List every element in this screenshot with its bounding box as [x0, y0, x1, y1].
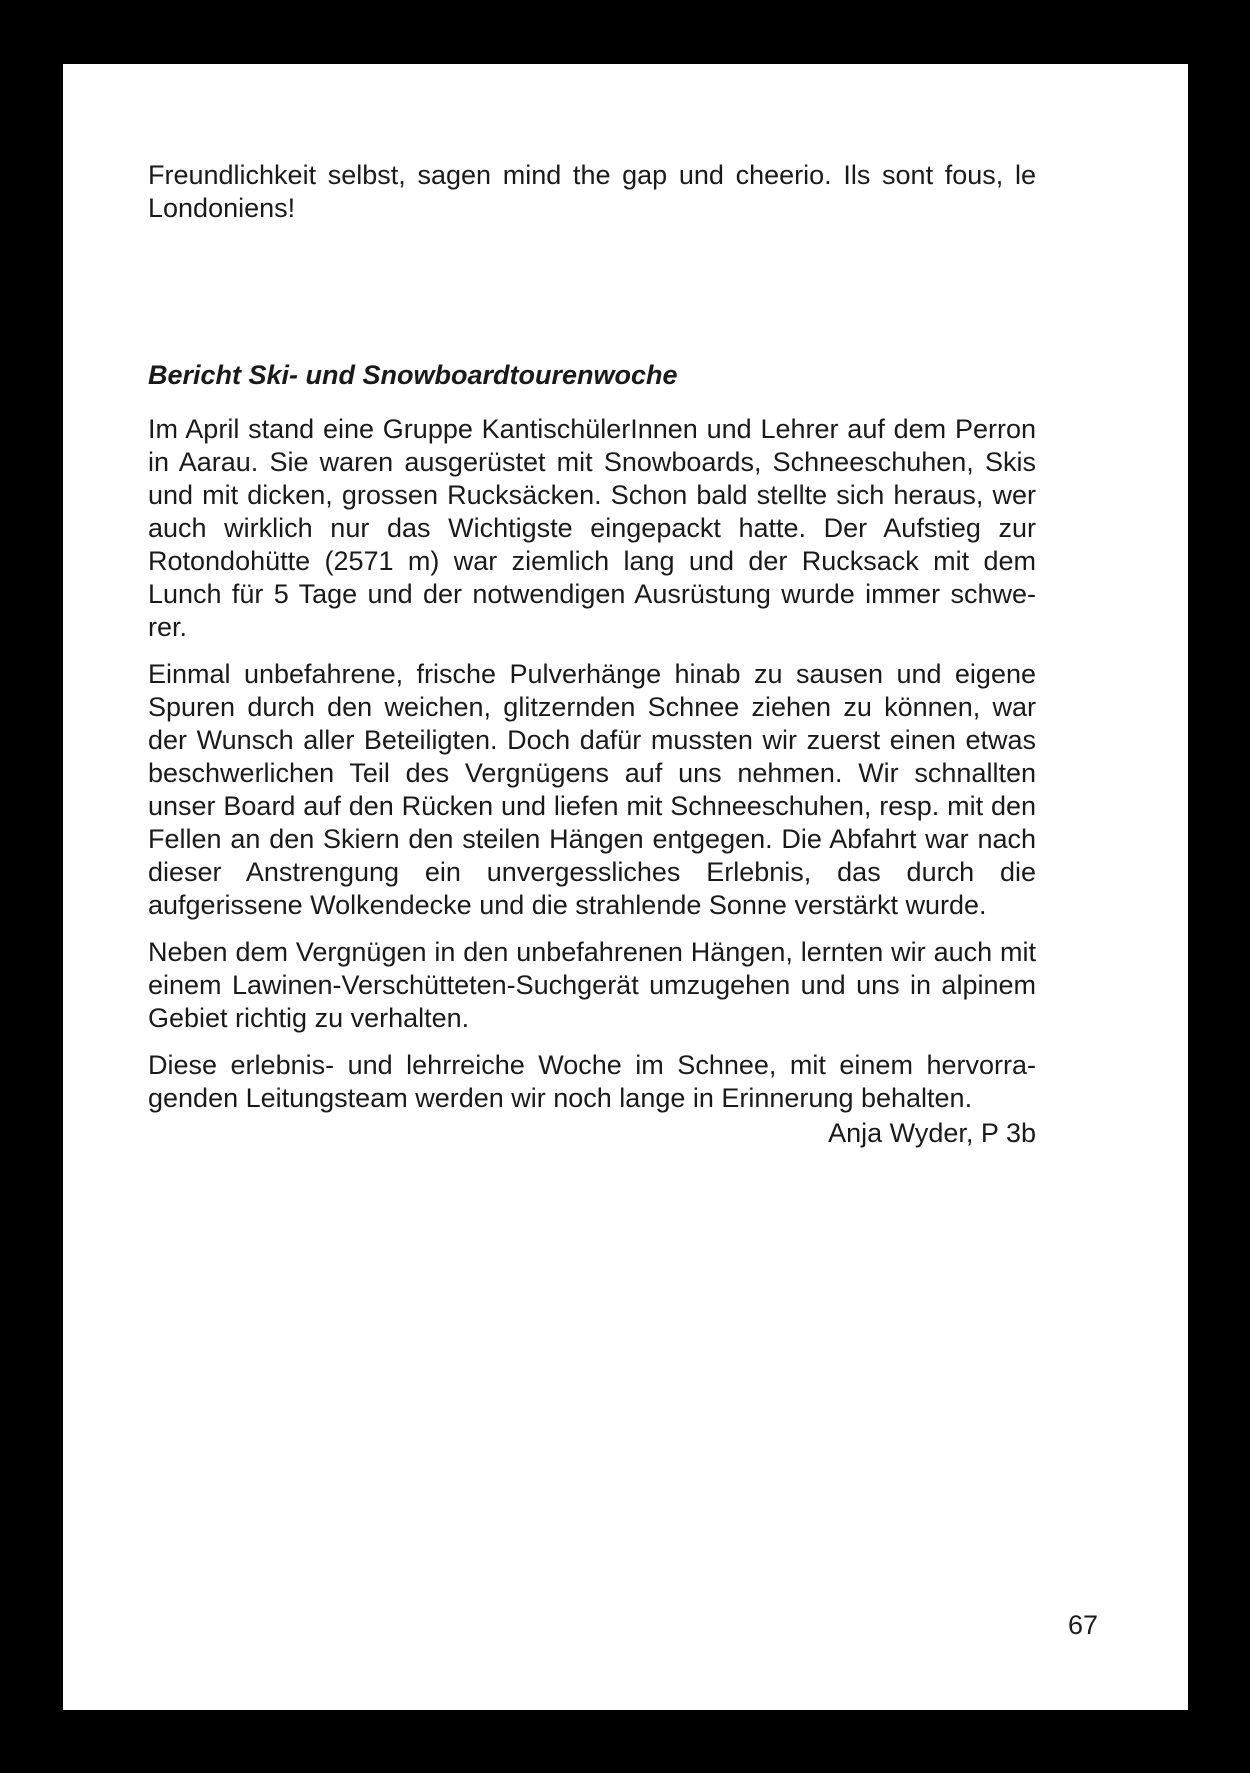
- article-paragraph-3: Neben dem Vergnügen in den unbefahrenen Hängen, lernten wir auch mit einem Lawinen-Verschütteten-Suchgerät umzugehen und uns in alpinem Gebiet richtig zu verhalten.: [148, 937, 1036, 1033]
- article-paragraph-4: Diese erlebnis- und lehrreiche Woche im Schnee, mit einem hervorragenden Leitungsteam werden wir noch lange in Erinnerung behalten.: [148, 1050, 1036, 1113]
- page-number: 67: [1067, 1610, 1098, 1640]
- page-content: [148, 159, 1036, 1150]
- article-heading: Bericht Ski- und Snowboardtourenwoche: [148, 360, 678, 390]
- document-page: [63, 64, 1188, 1710]
- article-paragraph-2: Einmal unbefahrene, frische Pulverhänge hinab zu sausen und eigene Spuren durch den weichen, glitzernden Schnee ziehen zu können, war der Wunsch aller Beteiligten. Doch dafür mussten wir zuerst einen etwas beschwerlichen Teil des Vergnügens auf uns nehmen. Wir schnallten unser Board auf den Rücken und liefen mit Schneeschuhen, resp. mit den Fellen an den Skiern den steilen Hängen entgegen. Die Abfahrt war nach dieser Anstrengung ein unvergessliches Erlebnis, das durch die aufgerissene Wolkendecke und die strahlende Sonne verstärkt wurde.: [148, 659, 1036, 920]
- article-paragraph-1: Im April stand eine Gruppe KantischülerInnen und Lehrer auf dem Perron in Aarau. Sie waren ausgerüstet mit Snowboards, Schneeschuhen, Skis und mit dicken, grossen Rucksäcken. Schon bald stellte sich heraus, wer auch wirklich nur das Wichtigste eingepackt hatte. Der Aufstieg zur Rotondohütte (2571 m) war ziemlich lang und der Rucksack mit dem Lunch für 5 Tage und der notwendigen Ausrüstung wurde immer schwerer.: [148, 414, 1036, 642]
- intro-paragraph: Freundlichkeit selbst, sagen mind the gap und cheerio. Ils sont fous, le Londoniens!: [148, 160, 1036, 223]
- article-author: Anja Wyder, P 3b: [828, 1118, 1036, 1148]
